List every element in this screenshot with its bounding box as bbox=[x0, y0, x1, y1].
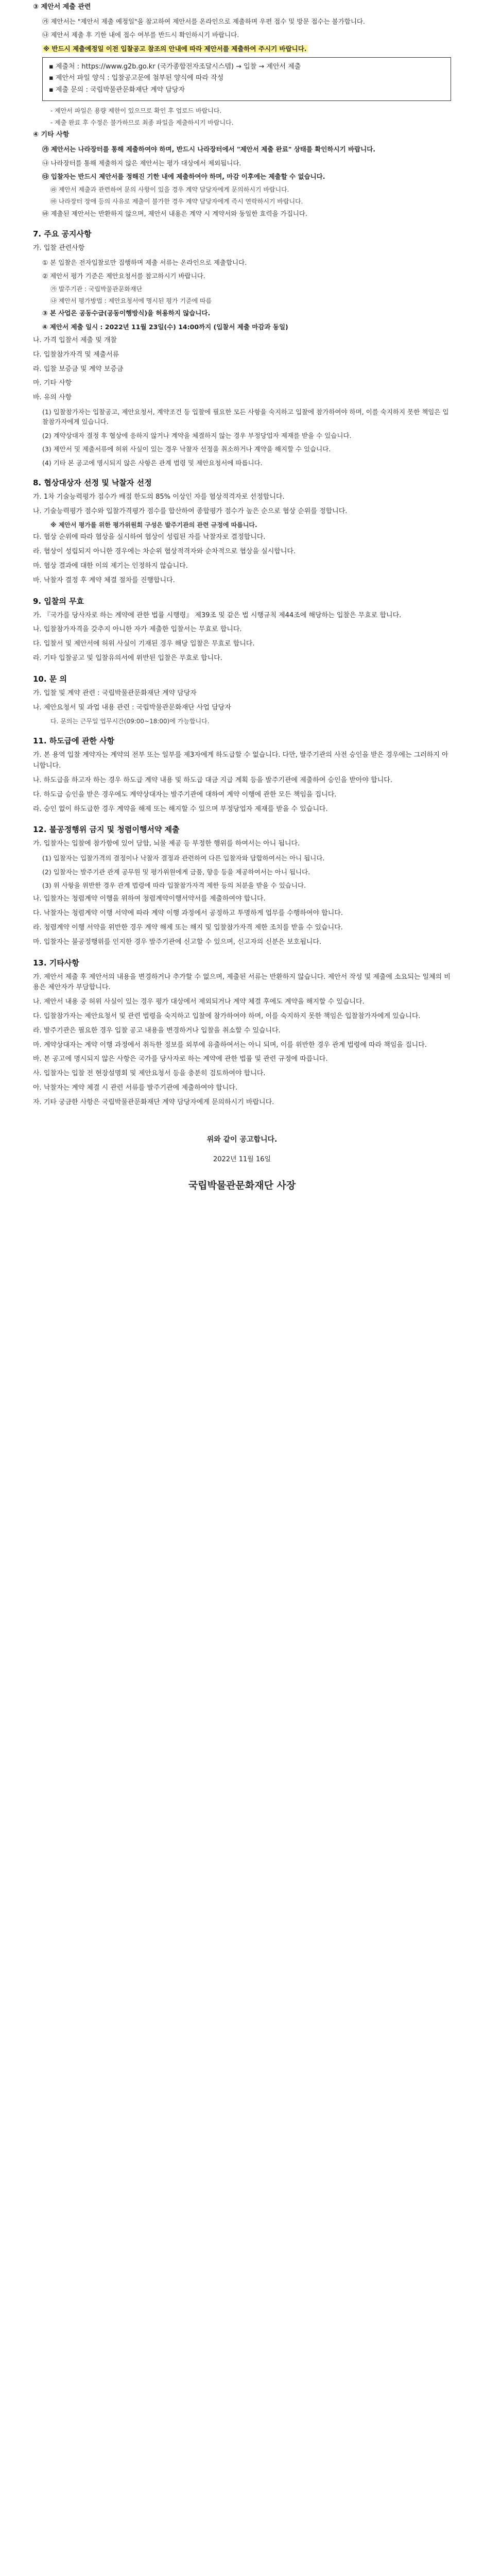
s3-apply-sub-2: ㉲ 나라장터 장애 등의 사유로 제출이 불가한 경우 계약 담당자에게 즉시 연락하시기 바랍니다. bbox=[50, 198, 303, 206]
s7-line-1: 가. 입찰 관련사항 bbox=[33, 244, 85, 252]
s7-note-5: 바. 유의 사항 bbox=[33, 394, 72, 402]
s12-line-7: 라. 청렴계약 이행 서약을 위반한 경우 계약 해제 또는 해지 및 입찰참가자격 제한 조치를 받을 수 있습니다. bbox=[33, 923, 343, 931]
s13-line-9: 자. 기타 궁금한 사항은 국립박물관문화재단 계약 담당자에게 문의하시기 바랍니다. bbox=[33, 1098, 274, 1106]
s3-line-2: ㉯ 제안서 제출 후 기한 내에 접수 여부를 반드시 확인하시기 바랍니다. bbox=[42, 31, 239, 39]
section-11 bbox=[33, 735, 451, 815]
s8-line-4: 다. 협상 순위에 따라 협상을 실시하여 협상이 성립된 자를 낙찰자로 결정합니다. bbox=[33, 533, 266, 541]
s13-line-2: 나. 제안서 내용 중 허위 사실이 있는 경우 평가 대상에서 제외되거나 계약 체결 후에도 계약을 해지할 수 있습니다. bbox=[33, 998, 365, 1006]
s12-line-2: (1) 입찰자는 입찰가격의 결정이나 낙찰자 결정과 관련하여 다른 입찰자와 담합하여서는 아니 됩니다. bbox=[42, 854, 325, 862]
s3-apply-head: ④ 기타 사항 bbox=[33, 131, 70, 139]
s7-detail-3: (3) 제안서 및 제출서류에 허위 사실이 있는 경우 낙찰자 선정을 취소하거나 계약을 해지할 수 있습니다. bbox=[42, 445, 331, 453]
s8-line-2: 나. 기술능력평가 점수와 입찰가격평가 점수를 합산하여 종합평가 점수가 높은 순으로 협상 순위를 정합니다. bbox=[33, 507, 348, 515]
section-7-title: 7. 주요 공지사항 bbox=[33, 229, 92, 239]
s7-detail-4: (4) 기타 본 공고에 명시되지 않은 사항은 관계 법령 및 제안요청서에 따릅니다. bbox=[42, 459, 263, 467]
s7-note-3: 라. 입찰 보증금 및 계약 보증금 bbox=[33, 365, 124, 373]
s7-detail-1: (1) 입찰참가자는 입찰공고, 제안요청서, 계약조건 등 입찰에 필요한 모든 사항을 숙지하고 입찰에 참가하여야 하며, 이를 숙지하지 못한 책임은 입찰참가자에게 있습니다. bbox=[42, 408, 449, 426]
s9-line-2: 나. 입찰참가자격을 갖추지 아니한 자가 제출한 입찰서는 무효로 합니다. bbox=[33, 625, 242, 634]
s7-line-2: ① 본 입찰은 전자입찰로만 집행하며 제출 서류는 온라인으로 제출합니다. bbox=[42, 258, 247, 266]
s8-line-6: 마. 협상 결과에 대한 이의 제기는 인정하지 않습니다. bbox=[33, 562, 188, 570]
s12-line-6: 다. 낙찰자는 청렴계약 이행 서약에 따라 계약 이행 과정에서 공정하고 투명하게 업무를 수행하여야 합니다. bbox=[33, 909, 343, 918]
s9-line-1: 가. 『국가를 당사자로 하는 계약에 관한 법률 시행령』 제39조 및 같은 법 시행규칙 제44조에 해당하는 입찰은 무효로 합니다. bbox=[33, 611, 402, 619]
s12-line-1: 가. 입찰자는 입찰에 참가함에 있어 담합, 뇌물 제공 등 부정한 행위를 하여서는 아니 됩니다. bbox=[33, 840, 300, 848]
s12-line-4: (3) 위 사항을 위반한 경우 관계 법령에 따라 입찰참가자격 제한 등의 처분을 받을 수 있습니다. bbox=[42, 881, 306, 889]
s8-line-3: ※ 제안서 평가를 위한 평가위원회 구성은 발주기관의 관련 규정에 따릅니다. bbox=[50, 521, 257, 529]
section-3-continuation bbox=[33, 2, 451, 219]
section-11-title: 11. 하도급에 관한 사항 bbox=[33, 736, 115, 746]
section-12 bbox=[33, 824, 451, 947]
s13-line-1: 가. 제안서 제출 후 제안서의 내용을 변경하거나 추가할 수 없으며, 제출된 서류는 반환하지 않습니다. 제안서 작성 및 제출에 소요되는 일체의 비용은 제안자가 부담합니다. bbox=[33, 973, 451, 992]
s9-line-4: 라. 기타 입찰공고 및 입찰유의서에 위반된 입찰은 무효로 합니다. bbox=[33, 654, 222, 663]
s3-note-2: ▪ 제안서 파일 양식 : 입찰공고문에 첨부된 양식에 따라 작성 bbox=[49, 74, 224, 82]
s13-line-3: 다. 입찰참가자는 제안요청서 및 관련 법령을 숙지하고 입찰에 참가하여야 하며, 이를 숙지하지 못한 책임은 입찰참가자에게 있습니다. bbox=[33, 1012, 421, 1020]
s7-note-1: 나. 가격 입찰서 제출 및 개찰 bbox=[33, 336, 117, 345]
s7-detail-2: (2) 계약상대자 결정 후 협상에 응하지 않거나 계약을 체결하지 않는 경우 부정당업자 제재를 받을 수 있습니다. bbox=[42, 431, 352, 439]
s7-line-5: ㉯ 제안서 평가방법 : 제안요청서에 명시된 평가 기준에 따름 bbox=[50, 297, 212, 305]
s8-line-1: 가. 1차 기술능력평가 점수가 배점 한도의 85% 이상인 자를 협상적격자로 선정합니다. bbox=[33, 493, 285, 501]
s3-apply-sub-1: ㉱ 제안서 제출과 관련하여 문의 사항이 있을 경우 계약 담당자에게 문의하시기 바랍니다. bbox=[50, 186, 289, 194]
s11-line-3: 다. 하도급 승인을 받은 경우에도 계약상대자는 발주기관에 대하여 계약 이행에 관한 모든 책임을 집니다. bbox=[33, 790, 337, 799]
s11-line-1: 가. 본 용역 입찰 계약자는 계약의 전부 또는 일부를 제3자에게 하도급할 수 없습니다. 다만, 발주기관의 사전 승인을 받은 경우에는 그러하지 아니합니다. bbox=[33, 751, 448, 770]
section-9-title: 9. 입찰의 무효 bbox=[33, 596, 84, 606]
s13-line-8: 아. 낙찰자는 계약 체결 시 관련 서류를 발주기관에 제출하여야 합니다. bbox=[33, 1083, 238, 1092]
s3-sub-2: - 제출 완료 후 수정은 불가하므로 최종 파일을 제출하시기 바랍니다. bbox=[50, 119, 234, 127]
s3-extra: ㉳ 제출된 제안서는 반환하지 않으며, 제안서 내용은 계약 시 계약서와 동일한 효력을 가집니다. bbox=[42, 210, 307, 218]
s3-note-1: ▪ 제출처 : https://www.g2b.go.kr (국가종합전자조달시스템) → 입찰 → 제안서 제출 bbox=[49, 62, 301, 71]
section-8-title: 8. 협상대상자 선정 및 낙찰자 선정 bbox=[33, 478, 152, 487]
section-3-head: ③ 제안서 제출 관련 bbox=[33, 3, 91, 11]
s8-line-5: 라. 협상이 성립되지 아니한 경우에는 차순위 협상적격자와 순차적으로 협상을 실시합니다. bbox=[33, 548, 296, 556]
s3-apply-3: ㉰ 입찰자는 반드시 제안서를 정해진 기한 내에 제출하여야 하며, 마감 이후에는 제출할 수 없습니다. bbox=[42, 172, 325, 180]
s12-line-5: 나. 입찰자는 청렴계약 이행을 위하여 청렴계약이행서약서를 제출하여야 합니다. bbox=[33, 895, 266, 903]
s13-line-4: 라. 발주기관은 필요한 경우 입찰 공고 내용을 변경하거나 입찰을 취소할 수 있습니다. bbox=[33, 1026, 281, 1035]
s3-note-3: ▪ 제출 문의 : 국립박물관문화재단 계약 담당자 bbox=[49, 86, 185, 94]
s3-line-1: ㉮ 제안서는 "제안서 제출 예정일"을 참고하여 제안서를 온라인으로 제출하며 우편 접수 및 방문 접수는 불가합니다. bbox=[42, 17, 365, 25]
s7-note-2: 다. 입찰참가자격 및 제출서류 bbox=[33, 350, 119, 359]
s3-note-box bbox=[42, 57, 451, 101]
s10-line-2: 나. 제안요청서 및 과업 내용 관련 : 국립박물관문화재단 사업 담당자 bbox=[33, 703, 231, 711]
section-10 bbox=[33, 673, 451, 726]
s3-apply-1: ㉮ 제안서는 나라장터를 통해 제출하여야 하며, 반드시 나라장터에서 "제안서 제출 완료" 상태를 확인하시기 바랍니다. bbox=[42, 145, 376, 154]
s13-line-5: 마. 계약상대자는 계약 이행 과정에서 취득한 정보를 외부에 유출하여서는 아니 되며, 이를 위반한 경우 관계 법령에 따라 책임을 집니다. bbox=[33, 1041, 427, 1049]
section-7 bbox=[33, 228, 451, 468]
s7-line-7: ④ 제안서 제출 일시 : 2022년 11월 23일(수) 14:00까지 (입찰서 제출 마감과 동일) bbox=[42, 323, 288, 331]
s3-sub-1: - 제안서 파일은 용량 제한이 있으므로 확인 후 업로드 바랍니다. bbox=[50, 107, 222, 115]
s12-line-8: 마. 입찰자는 불공정행위를 인지한 경우 발주기관에 신고할 수 있으며, 신고자의 신분은 보호됩니다. bbox=[33, 938, 322, 946]
s11-line-4: 라. 승인 없이 하도급한 경우 계약을 해제 또는 해지할 수 있으며 부정당업자 제재를 받을 수 있습니다. bbox=[33, 805, 328, 813]
section-8 bbox=[33, 477, 451, 586]
s10-line-3: 다. 문의는 근무일 업무시간(09:00~18:00)에 가능합니다. bbox=[50, 718, 210, 725]
s8-line-7: 바. 낙찰자 결정 후 계약 체결 절차를 진행합니다. bbox=[33, 576, 175, 584]
s3-line-3: ※ 반드시 제출예정일 이전 입찰공고 참조의 안내에 따라 제안서를 제출하여 주시기 바랍니다. bbox=[43, 44, 307, 53]
closing-statement: 위와 같이 공고합니다. bbox=[206, 1135, 278, 1144]
document-body bbox=[33, 0, 451, 1192]
section-13 bbox=[33, 957, 451, 1108]
section-13-title: 13. 기타사항 bbox=[33, 958, 79, 968]
s7-line-4: ㉮ 발주기관 : 국립박물관문화재단 bbox=[50, 285, 143, 293]
s9-line-3: 다. 입찰서 및 제안서에 허위 사실이 기재된 경우 해당 입찰은 무효로 합니다. bbox=[33, 640, 255, 648]
s10-line-1: 가. 입찰 및 계약 관련 : 국립박물관문화재단 계약 담당자 bbox=[33, 689, 197, 697]
s12-line-3: (2) 입찰자는 발주기관 관계 공무원 및 평가위원에게 금품, 향응 등을 제공하여서는 아니 됩니다. bbox=[42, 868, 310, 876]
s7-line-6: ③ 본 사업은 공동수급(공동이행방식)을 허용하지 않습니다. bbox=[42, 309, 211, 317]
s13-line-7: 사. 입찰자는 입찰 전 현장설명회 및 제안요청서 등을 충분히 검토하여야 합니다. bbox=[33, 1070, 266, 1078]
s7-note-4: 마. 기타 사항 bbox=[33, 379, 72, 387]
announcement-date: 2022년 11월 16일 bbox=[213, 1155, 271, 1163]
s3-apply-2: ㉯ 나라장터를 통해 제출하지 않은 제안서는 평가 대상에서 제외됩니다. bbox=[42, 159, 241, 167]
signer-name: 국립박물관문화재단 사장 bbox=[188, 1179, 296, 1191]
s13-line-6: 바. 본 공고에 명시되지 않은 사항은 국가를 당사자로 하는 계약에 관한 법률 및 관련 규정에 따릅니다. bbox=[33, 1055, 328, 1063]
section-12-title: 12. 불공정행위 금지 및 청렴이행서약 제출 bbox=[33, 825, 180, 835]
s7-line-3: ② 제안서 평가 기준은 제안요청서를 참고하시기 바랍니다. bbox=[42, 272, 205, 280]
s11-line-2: 나. 하도급을 하고자 하는 경우 하도급 계약 내용 및 하도급 대금 지급 계획 등을 발주기관에 제출하여 승인을 받아야 합니다. bbox=[33, 776, 392, 785]
section-9 bbox=[33, 596, 451, 664]
section-10-title: 10. 문 의 bbox=[33, 674, 67, 684]
